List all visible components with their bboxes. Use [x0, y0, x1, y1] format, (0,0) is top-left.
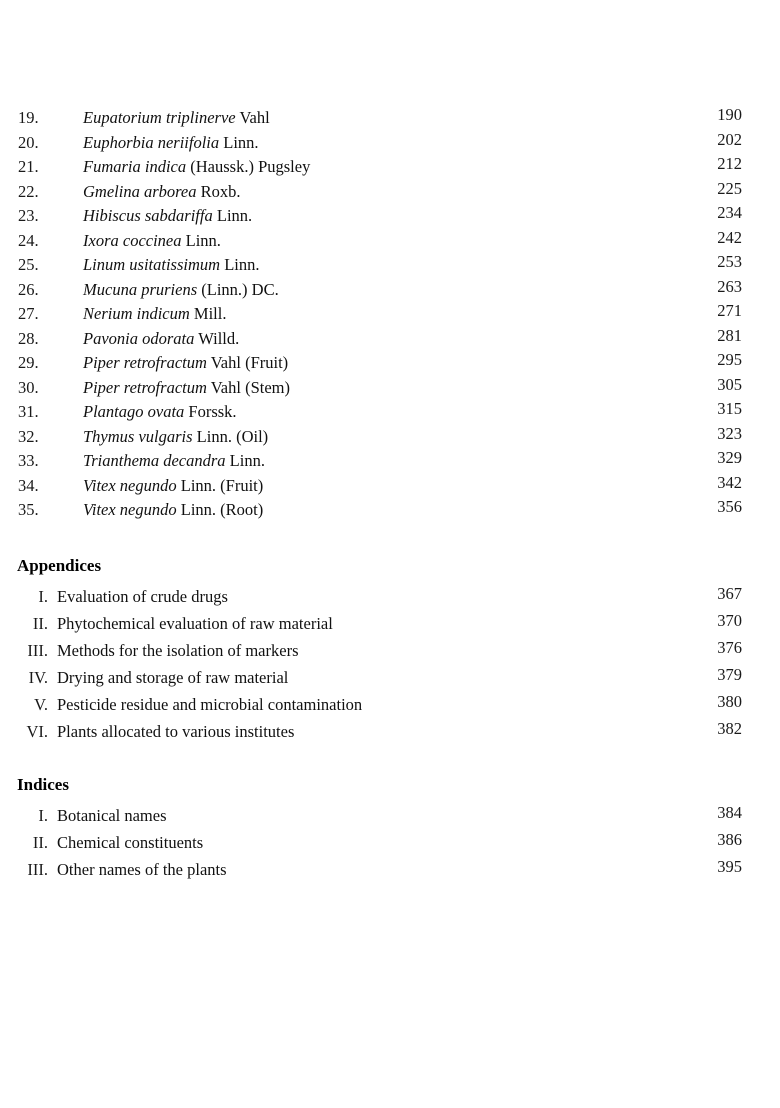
page-number: 384 — [717, 803, 742, 822]
entry-title — [83, 425, 268, 450]
entry-number: 19. — [18, 108, 39, 127]
list-item — [0, 829, 780, 856]
page-number: 342 — [717, 472, 742, 492]
scientific-name: Trianthema decandra — [83, 451, 226, 470]
entry-title — [83, 400, 237, 425]
page-number: 225 — [717, 178, 742, 198]
author-citation: Linn. — [229, 451, 265, 470]
entry-title — [83, 131, 259, 156]
author-citation: (Linn.) DC. — [201, 279, 279, 299]
page-number: 376 — [717, 638, 742, 657]
author-citation: Linn. — [223, 132, 259, 152]
page-number: 386 — [717, 830, 742, 849]
entry-title — [83, 278, 279, 303]
scientific-name: Pavonia odorata — [83, 328, 195, 348]
entry-title: Phytochemical evaluation of raw material — [57, 614, 333, 633]
indices-heading: Indices — [17, 775, 69, 794]
author-citation: Forssk. — [188, 402, 237, 421]
page-number: 281 — [717, 325, 742, 345]
list-item — [0, 856, 780, 883]
list-item — [0, 664, 780, 691]
entry-numeral: IV. — [28, 668, 48, 687]
author-citation: (Haussk.) Pugsley — [190, 157, 311, 176]
entry-number: 35. — [18, 500, 39, 519]
author-citation: Linn. — [216, 206, 253, 225]
entry-title — [83, 351, 288, 376]
scientific-name: Piper retrofractum — [83, 377, 207, 397]
indices-section — [0, 773, 780, 883]
entry-title: Methods for the isolation of markers — [57, 641, 299, 660]
scientific-name: Nerium indicum — [83, 304, 190, 323]
entry-title — [83, 449, 265, 474]
entry-title — [83, 229, 221, 254]
page-number: 382 — [717, 719, 742, 738]
scientific-name: Mucuna pruriens — [83, 279, 198, 299]
entry-number: 33. — [18, 451, 39, 470]
author-citation: Mill. — [193, 304, 227, 323]
scientific-name: Eupatorium triplinerve — [83, 108, 236, 127]
plant-list-row — [0, 376, 780, 401]
entry-title — [83, 180, 241, 205]
page-number: 234 — [717, 203, 742, 222]
entry-numeral: I. — [38, 806, 48, 825]
plant-list-row — [0, 278, 780, 303]
entry-title — [83, 376, 290, 401]
list-item — [0, 718, 780, 745]
plant-list-row — [0, 351, 780, 376]
scientific-name: Vitex negundo — [83, 500, 177, 519]
entry-title — [83, 498, 263, 523]
page-number: 190 — [717, 105, 742, 124]
entry-title: Chemical constituents — [57, 833, 204, 852]
plant-list-row — [0, 327, 780, 352]
page-number: 212 — [717, 154, 742, 173]
scientific-name: Euphorbia neriifolia — [83, 132, 220, 152]
entry-title: Drying and storage of raw material — [57, 668, 289, 687]
plant-monograph-list — [0, 106, 780, 523]
author-citation: Vahl (Fruit) — [210, 353, 289, 372]
author-citation: Vahl — [239, 108, 270, 127]
entry-number: 32. — [18, 426, 39, 446]
entry-number: 30. — [18, 377, 39, 397]
plant-list-row — [0, 106, 780, 131]
plant-list-row — [0, 204, 780, 229]
scientific-name: Fumaria indica — [83, 157, 187, 176]
entry-title — [83, 106, 270, 131]
plant-list-row — [0, 449, 780, 474]
list-item — [0, 691, 780, 718]
plant-list-row — [0, 400, 780, 425]
scientific-name: Hibiscus sabdariffa — [83, 206, 213, 225]
entry-number: 34. — [18, 475, 39, 495]
plant-list-row — [0, 253, 780, 278]
scientific-name: Vitex negundo — [83, 475, 177, 495]
author-citation: Linn. (Fruit) — [180, 475, 264, 495]
entry-numeral: III. — [27, 641, 48, 660]
appendices-heading: Appendices — [17, 556, 102, 575]
entry-title: Pesticide residue and microbial contamination — [57, 695, 363, 714]
author-citation: Willd. — [198, 328, 240, 348]
plant-list-row — [0, 425, 780, 450]
entry-title: Botanical names — [57, 806, 167, 825]
entry-title: Other names of the plants — [57, 860, 227, 879]
list-item — [0, 610, 780, 637]
entry-title — [83, 253, 260, 278]
plant-list-row — [0, 155, 780, 180]
entry-numeral: VI. — [26, 722, 48, 741]
plant-list-row — [0, 131, 780, 156]
page-number: 242 — [717, 227, 742, 247]
entry-title: Plants allocated to various institutes — [57, 722, 295, 741]
entry-title — [83, 302, 226, 327]
author-citation: Linn. — [224, 255, 260, 274]
page-number: 305 — [717, 374, 742, 394]
author-citation: Linn. (Oil) — [196, 426, 269, 446]
list-item — [0, 583, 780, 610]
appendices-section — [0, 554, 780, 745]
scientific-name: Thymus vulgaris — [83, 426, 193, 446]
scientific-name: Plantago ovata — [83, 402, 185, 421]
entry-numeral: V. — [34, 695, 48, 714]
author-citation: Linn. — [185, 230, 221, 250]
scientific-name: Linum usitatissimum — [83, 255, 221, 274]
plant-list-row — [0, 229, 780, 254]
entry-title — [83, 155, 310, 180]
page-number: 253 — [717, 252, 742, 271]
entry-number: 21. — [18, 157, 39, 176]
list-item — [0, 802, 780, 829]
entry-title — [83, 327, 239, 352]
page-number: 323 — [717, 423, 742, 443]
author-citation: Linn. (Root) — [180, 500, 264, 519]
entry-number: 24. — [18, 230, 39, 250]
author-citation: Roxb. — [200, 181, 241, 201]
plant-list-row — [0, 474, 780, 499]
entry-title — [83, 204, 252, 229]
page-number: 295 — [717, 350, 742, 369]
scientific-name: Piper retrofractum — [83, 353, 207, 372]
page-number: 380 — [717, 692, 742, 711]
page-number: 379 — [717, 665, 742, 684]
plant-list-row — [0, 302, 780, 327]
page-number: 329 — [717, 448, 742, 467]
page-number: 367 — [717, 584, 742, 603]
appendices-list — [0, 583, 780, 745]
page-number: 271 — [717, 301, 742, 320]
page-number: 315 — [717, 399, 742, 418]
entry-number: 29. — [18, 353, 39, 372]
entry-numeral: III. — [27, 860, 48, 879]
page-number: 263 — [717, 276, 742, 296]
entry-number: 20. — [18, 132, 39, 152]
scientific-name: Gmelina arborea — [83, 181, 197, 201]
entry-numeral: II. — [32, 833, 48, 852]
entry-title — [83, 474, 263, 499]
plant-list-row — [0, 498, 780, 523]
list-item — [0, 637, 780, 664]
entry-number: 23. — [18, 206, 39, 225]
entry-number: 27. — [18, 304, 39, 323]
page-number: 370 — [717, 611, 742, 630]
entry-numeral: II. — [32, 614, 48, 633]
page-number: 356 — [717, 497, 742, 516]
entry-number: 31. — [18, 402, 39, 421]
entry-number: 28. — [18, 328, 39, 348]
entry-numeral: I. — [38, 587, 48, 606]
author-citation: Vahl (Stem) — [210, 377, 290, 397]
page-number: 202 — [717, 129, 742, 149]
entry-number: 22. — [18, 181, 39, 201]
page-number: 395 — [717, 857, 742, 876]
scientific-name: Ixora coccinea — [83, 230, 182, 250]
plant-list-row — [0, 180, 780, 205]
entry-number: 26. — [18, 279, 39, 299]
entry-title: Evaluation of crude drugs — [57, 587, 228, 606]
entry-number: 25. — [18, 255, 39, 274]
indices-list — [0, 802, 780, 883]
